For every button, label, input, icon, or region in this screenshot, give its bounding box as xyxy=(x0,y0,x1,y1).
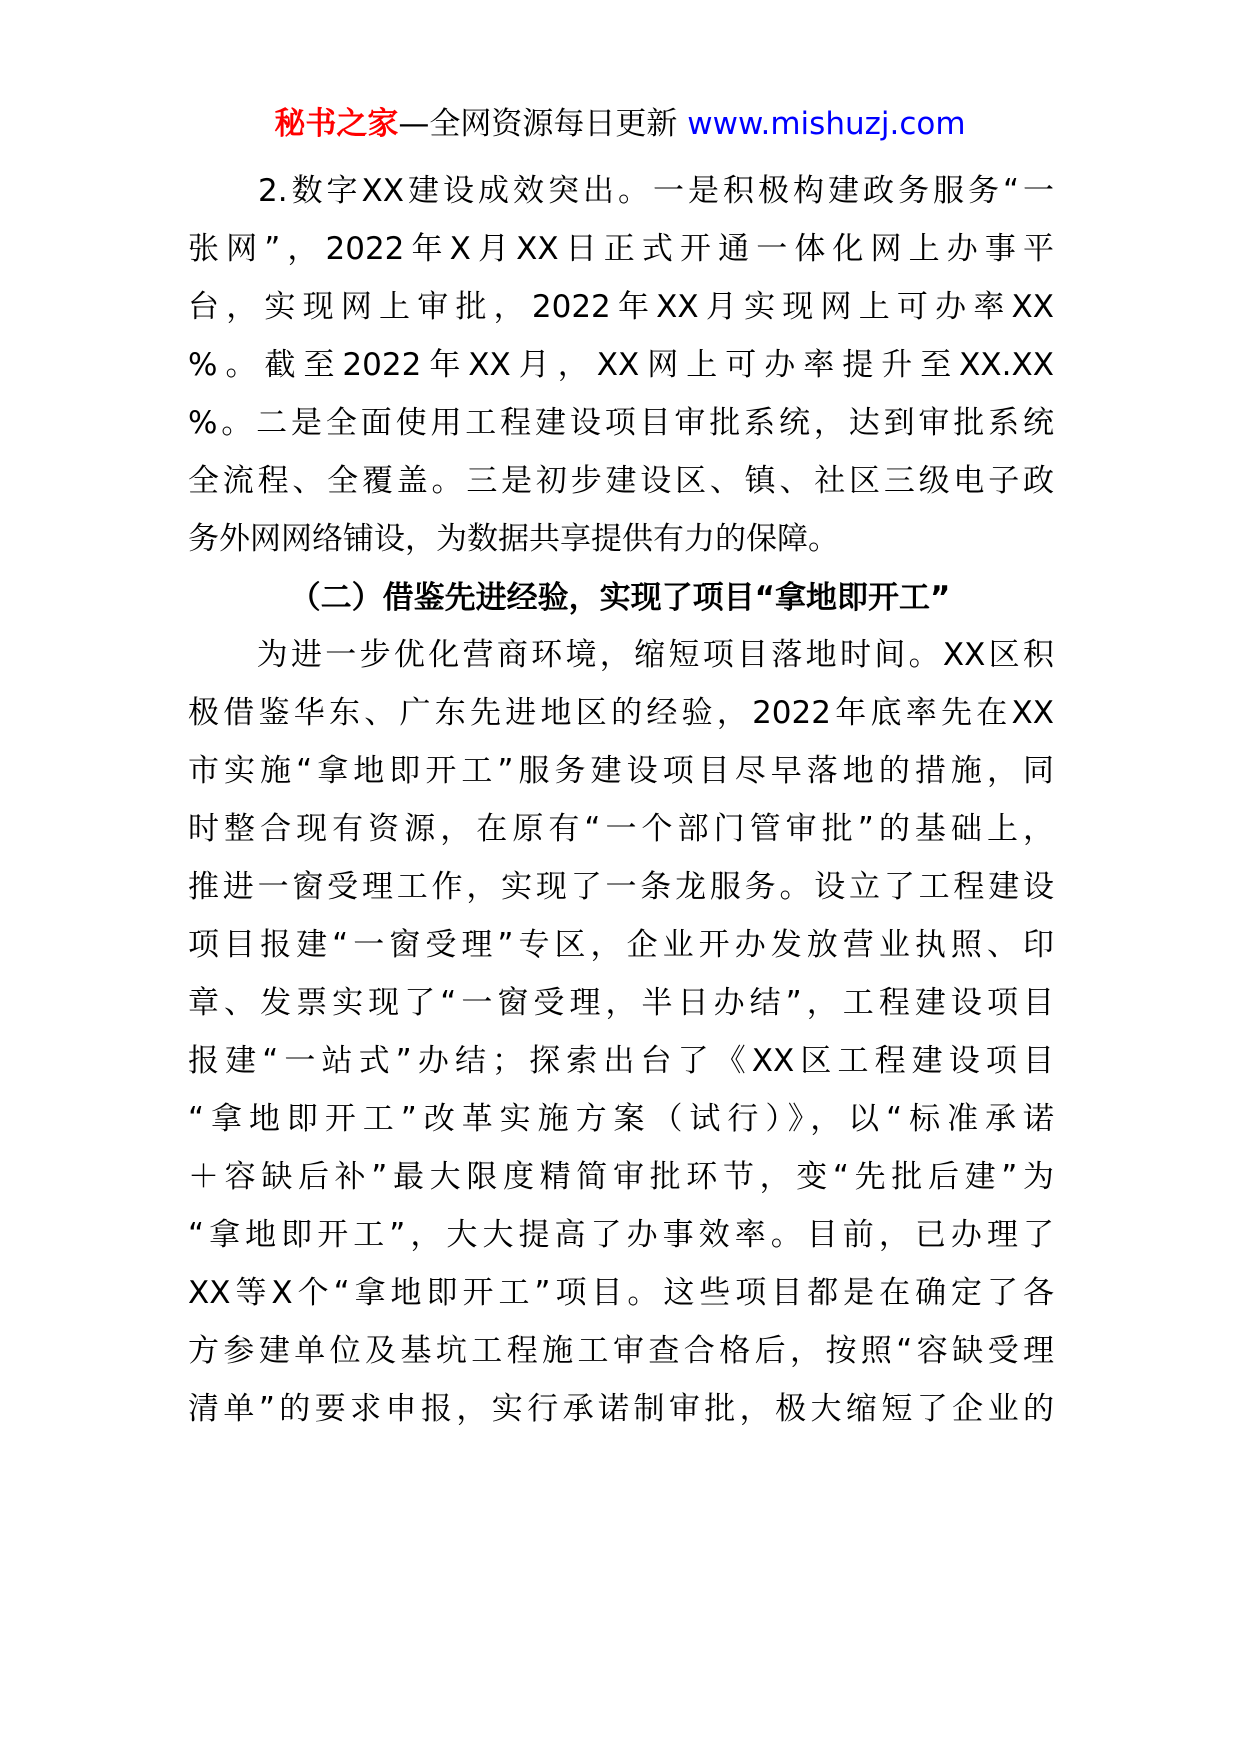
paragraph-line: 全流程、全覆盖。三是初步建设区、镇、社区三级电子政 xyxy=(188,463,1054,499)
paragraph-line: 项目报建“一窗受理”专区，企业开办发放营业执照、印 xyxy=(188,927,1054,963)
site-brand: 秘书之家 xyxy=(274,106,399,142)
paragraph-line: 极借鉴华东、广东先进地区的经验，2022年底率先在XX xyxy=(188,695,1054,731)
paragraph-line: 张网”，2022年X月XX日正式开通一体化网上办事平 xyxy=(188,231,1054,267)
site-url-link[interactable]: www.mishuzj.com xyxy=(687,106,966,142)
paragraph-line: 清单”的要求申报，实行承诺制审批，极大缩短了企业的 xyxy=(188,1391,1054,1427)
paragraph-line: 章、发票实现了“一窗受理，半日办结”，工程建设项目 xyxy=(188,985,1054,1021)
paragraph-line: 2.数字XX建设成效突出。一是积极构建政务服务“一 xyxy=(188,173,1054,209)
site-tagline: —全网资源每日更新 xyxy=(398,106,688,142)
site-header xyxy=(0,104,1240,144)
paragraph-line: %。二是全面使用工程建设项目审批系统，达到审批系统 xyxy=(188,405,1054,441)
paragraph-line: 报建“一站式”办结；探索出台了《XX区工程建设项目 xyxy=(188,1043,1054,1079)
paragraph-line: 市实施“拿地即开工”服务建设项目尽早落地的措施，同 xyxy=(188,753,1054,789)
paragraph-line: %。截至2022年XX月，XX网上可办率提升至XX.XX xyxy=(188,347,1054,383)
paragraph-line: 务外网网络铺设，为数据共享提供有力的保障。 xyxy=(188,521,839,557)
paragraph-line: 时整合现有资源，在原有“一个部门管审批”的基础上， xyxy=(188,811,1054,847)
paragraph-line: 为进一步优化营商环境，缩短项目落地时间。XX区积 xyxy=(188,637,1054,673)
paragraph-line: 推进一窗受理工作，实现了一条龙服务。设立了工程建设 xyxy=(188,869,1054,905)
paragraph-line: 台，实现网上审批，2022年XX月实现网上可办率XX xyxy=(188,289,1054,325)
paragraph-line: ＋容缺后补”最大限度精简审批环节，变“先批后建”为 xyxy=(188,1159,1054,1195)
section-heading: （二）借鉴先进经验，实现了项目“拿地即开工” xyxy=(289,580,951,616)
paragraph-line: 方参建单位及基坑工程施工审查合格后，按照“容缺受理 xyxy=(188,1333,1054,1369)
paragraph-line: XX等X个“拿地即开工”项目。这些项目都是在确定了各 xyxy=(188,1275,1054,1311)
paragraph-line: “拿地即开工”改革实施方案（试行）》，以“标准承诺 xyxy=(188,1101,1054,1137)
paragraph-line: “拿地即开工”，大大提高了办事效率。目前，已办理了 xyxy=(188,1217,1054,1253)
